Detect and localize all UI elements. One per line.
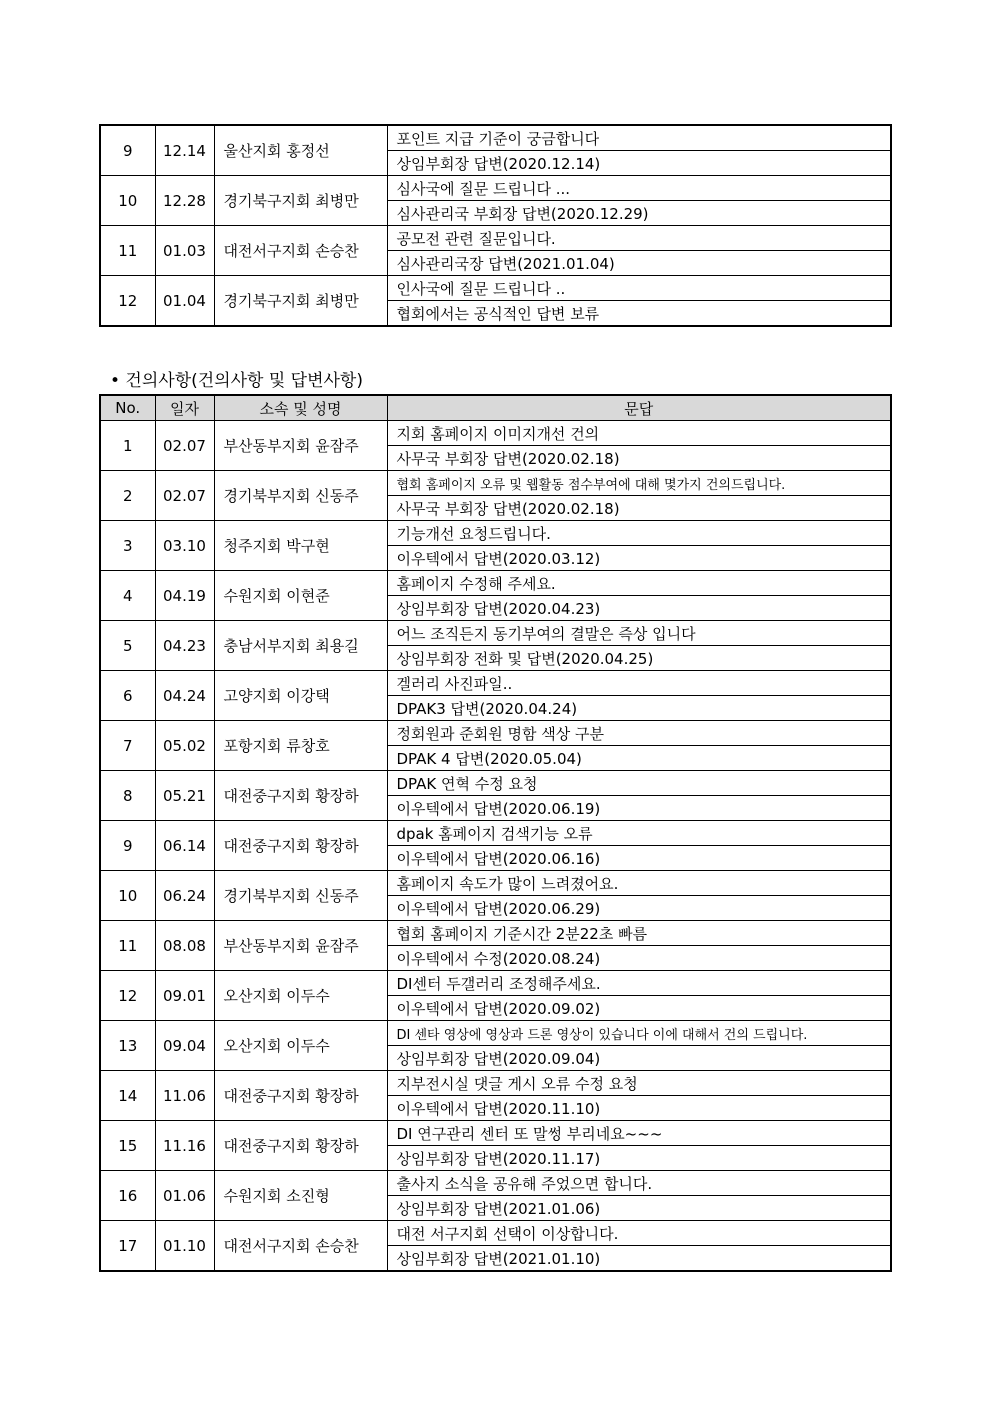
table-row <box>100 1071 891 1096</box>
row-author: 부산동부지회 윤잠주 <box>214 921 387 971</box>
row-number: 7 <box>100 721 155 771</box>
row-question: 겔러리 사진파일.. <box>387 671 891 696</box>
row-answer: 이우텍에서 답변(2020.11.10) <box>387 1096 891 1121</box>
table-row <box>100 226 891 251</box>
row-question: 대전 서구지회 선택이 이상합니다. <box>387 1221 891 1246</box>
inquiry-table-body <box>100 125 891 326</box>
row-question: dpak 홈페이지 검색기능 오류 <box>387 821 891 846</box>
row-number: 11 <box>100 226 155 276</box>
row-date: 01.06 <box>155 1171 214 1221</box>
table-row <box>100 276 891 301</box>
row-answer: 이우텍에서 답변(2020.06.29) <box>387 896 891 921</box>
row-answer: 사무국 부회장 답변(2020.02.18) <box>387 496 891 521</box>
row-question: 홈페이지 속도가 많이 느려졌어요. <box>387 871 891 896</box>
row-number: 16 <box>100 1171 155 1221</box>
row-author: 충남서부지회 최용길 <box>214 621 387 671</box>
table-row <box>100 521 891 546</box>
row-answer: 사무국 부회장 답변(2020.02.18) <box>387 446 891 471</box>
row-author: 수원지회 소진형 <box>214 1171 387 1221</box>
row-number: 2 <box>100 471 155 521</box>
row-answer: 이우텍에서 수정(2020.08.24) <box>387 946 891 971</box>
header-qa: 문답 <box>387 395 891 421</box>
row-number: 6 <box>100 671 155 721</box>
row-answer: 이우텍에서 답변(2020.06.16) <box>387 846 891 871</box>
table-row <box>100 871 891 896</box>
row-date: 08.08 <box>155 921 214 971</box>
row-answer: 상임부회장 전화 및 답변(2020.04.25) <box>387 646 891 671</box>
row-date: 03.10 <box>155 521 214 571</box>
row-question: 출사지 소식을 공유해 주었으면 합니다. <box>387 1171 891 1196</box>
row-date: 01.03 <box>155 226 214 276</box>
row-author: 포항지회 류창호 <box>214 721 387 771</box>
row-number: 5 <box>100 621 155 671</box>
row-question: 심사국에 질문 드립니다 ... <box>387 176 891 201</box>
row-author: 대전중구지회 황장하 <box>214 821 387 871</box>
row-date: 01.04 <box>155 276 214 327</box>
row-question: DI 연구관리 센터 또 말썽 부리네요~~~ <box>387 1121 891 1146</box>
row-number: 10 <box>100 176 155 226</box>
row-author: 경기북부지회 신동주 <box>214 871 387 921</box>
row-number: 9 <box>100 821 155 871</box>
row-date: 09.04 <box>155 1021 214 1071</box>
table-row <box>100 671 891 696</box>
row-date: 11.16 <box>155 1121 214 1171</box>
row-number: 1 <box>100 421 155 471</box>
row-date: 06.14 <box>155 821 214 871</box>
row-date: 11.06 <box>155 1071 214 1121</box>
row-number: 14 <box>100 1071 155 1121</box>
row-question: 인사국에 질문 드립니다 .. <box>387 276 891 301</box>
row-date: 04.24 <box>155 671 214 721</box>
table-row <box>100 721 891 746</box>
row-date: 04.19 <box>155 571 214 621</box>
row-date: 12.14 <box>155 125 214 176</box>
row-answer: 상임부회장 답변(2020.09.04) <box>387 1046 891 1071</box>
row-question: DI센터 두갤러리 조정해주세요. <box>387 971 891 996</box>
row-date: 02.07 <box>155 421 214 471</box>
row-number: 12 <box>100 971 155 1021</box>
row-author: 대전서구지회 손승찬 <box>214 1221 387 1272</box>
row-number: 3 <box>100 521 155 571</box>
suggestion-table-body <box>100 421 891 1272</box>
header-no: No. <box>100 395 155 421</box>
row-number: 12 <box>100 276 155 327</box>
row-question: DI 센타 영상에 영상과 드론 영상이 있습니다 이에 대해서 건의 드립니다. <box>387 1021 891 1046</box>
row-answer: DPAK 4 답변(2020.05.04) <box>387 746 891 771</box>
row-number: 10 <box>100 871 155 921</box>
row-number: 8 <box>100 771 155 821</box>
row-author: 대전서구지회 손승찬 <box>214 226 387 276</box>
row-date: 05.21 <box>155 771 214 821</box>
inquiry-table <box>99 124 892 327</box>
table-row <box>100 176 891 201</box>
row-date: 05.02 <box>155 721 214 771</box>
row-question: 정회원과 준회원 명함 색상 구분 <box>387 721 891 746</box>
row-date: 01.10 <box>155 1221 214 1272</box>
row-answer: DPAK3 답변(2020.04.24) <box>387 696 891 721</box>
row-question: 지회 홈페이지 이미지개선 건의 <box>387 421 891 446</box>
row-number: 17 <box>100 1221 155 1272</box>
table-row <box>100 921 891 946</box>
row-author: 대전중구지회 황장하 <box>214 1071 387 1121</box>
row-answer: 상임부회장 답변(2020.12.14) <box>387 151 891 176</box>
row-number: 11 <box>100 921 155 971</box>
row-answer: 심사관리국장 답변(2021.01.04) <box>387 251 891 276</box>
header-name: 소속 및 성명 <box>214 395 387 421</box>
table-row <box>100 821 891 846</box>
row-question: 지부전시실 댓글 게시 오류 수정 요청 <box>387 1071 891 1096</box>
table-row <box>100 1021 891 1046</box>
table-row <box>100 621 891 646</box>
row-author: 고양지회 이강택 <box>214 671 387 721</box>
row-number: 15 <box>100 1121 155 1171</box>
row-date: 02.07 <box>155 471 214 521</box>
row-author: 경기북부지회 신동주 <box>214 471 387 521</box>
suggestion-table <box>99 394 892 1272</box>
row-answer: 상임부회장 답변(2020.04.23) <box>387 596 891 621</box>
row-author: 수원지회 이현준 <box>214 571 387 621</box>
row-author: 경기북구지회 최병만 <box>214 276 387 327</box>
row-date: 04.23 <box>155 621 214 671</box>
row-author: 청주지회 박구현 <box>214 521 387 571</box>
row-question: 기능개선 요청드립니다. <box>387 521 891 546</box>
row-date: 06.24 <box>155 871 214 921</box>
table-row <box>100 771 891 796</box>
table-row <box>100 571 891 596</box>
row-question: 홈페이지 수정해 주세요. <box>387 571 891 596</box>
row-author: 경기북구지회 최병만 <box>214 176 387 226</box>
row-answer: 이우텍에서 답변(2020.06.19) <box>387 796 891 821</box>
row-answer: 협회에서는 공식적인 답변 보류 <box>387 301 891 327</box>
row-author: 오산지회 이두수 <box>214 971 387 1021</box>
row-number: 13 <box>100 1021 155 1071</box>
table-row <box>100 471 891 496</box>
row-answer: 상임부회장 답변(2021.01.06) <box>387 1196 891 1221</box>
row-answer: 상임부회장 답변(2020.11.17) <box>387 1146 891 1171</box>
row-question: 어느 조직든지 동기부여의 결말은 즉상 입니다 <box>387 621 891 646</box>
table-row <box>100 1171 891 1196</box>
row-number: 4 <box>100 571 155 621</box>
table-row <box>100 1121 891 1146</box>
table-row <box>100 125 891 151</box>
row-question: 공모전 관련 질문입니다. <box>387 226 891 251</box>
row-author: 부산동부지회 윤잠주 <box>214 421 387 471</box>
row-question: 협회 홈페이지 오류 및 웹활동 점수부여에 대해 몇가지 건의드립니다. <box>387 471 891 496</box>
row-answer: 이우텍에서 답변(2020.03.12) <box>387 546 891 571</box>
header-row <box>100 395 891 421</box>
row-author: 대전중구지회 황장하 <box>214 1121 387 1171</box>
row-author: 대전중구지회 황장하 <box>214 771 387 821</box>
row-question: 포인트 지급 기준이 궁금합니다 <box>387 125 891 151</box>
table-row <box>100 1221 891 1246</box>
row-answer: 이우텍에서 답변(2020.09.02) <box>387 996 891 1021</box>
row-question: DPAK 연혁 수정 요청 <box>387 771 891 796</box>
section-title: • 건의사항(건의사항 및 답변사항) <box>110 371 363 391</box>
row-date: 09.01 <box>155 971 214 1021</box>
table-row <box>100 971 891 996</box>
row-date: 12.28 <box>155 176 214 226</box>
header-date: 일자 <box>155 395 214 421</box>
table-row <box>100 421 891 446</box>
row-number: 9 <box>100 125 155 176</box>
row-answer: 상임부회장 답변(2021.01.10) <box>387 1246 891 1272</box>
row-author: 울산지회 홍정선 <box>214 125 387 176</box>
row-question: 협회 홈페이지 기준시간 2분22초 빠름 <box>387 921 891 946</box>
row-author: 오산지회 이두수 <box>214 1021 387 1071</box>
row-answer: 심사관리국 부회장 답변(2020.12.29) <box>387 201 891 226</box>
